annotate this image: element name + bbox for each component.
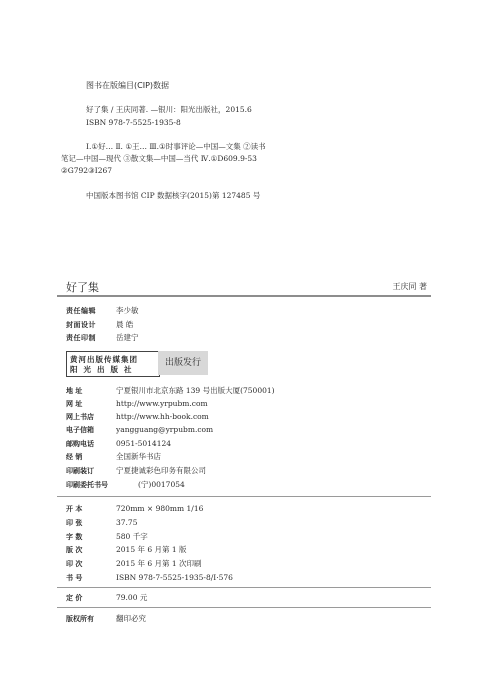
spec-row [66,504,203,514]
contact-value: yangguang@yrpubm.com [116,425,214,434]
spec-row [66,545,187,555]
spec-label: 书 号 [66,574,83,582]
publisher-name: 阳光出版社 [70,365,138,374]
spec-label: 字 数 [66,533,83,541]
section-divider [57,496,431,497]
editor-value: 李少敏 [116,306,139,315]
contact-row [66,439,171,449]
contact-value: http://www.hh-book.com [116,412,209,421]
contact-label: 印刷委托书号 [66,481,108,489]
editor-label: 责任编辑 [66,307,96,315]
contact-value: (宁)0017054 [138,480,185,489]
spec-row [66,518,137,528]
cip-line-classification-2: 笔记—中国—现代 ③散文集—中国—当代 Ⅳ.①D609.9-53 [61,154,257,163]
spec-row [66,532,148,542]
cip-heading: 图书在版编目(CIP)数据 [86,81,170,90]
contact-label: 邮购电话 [66,440,94,448]
cover-design-row [66,320,133,330]
contact-value: 全国新华书店 [116,452,161,461]
contact-row [66,399,208,409]
contact-label: 网 址 [66,400,83,408]
rights-row [66,614,146,624]
spec-value: 37.75 [116,518,138,527]
contact-label: 网上书店 [66,413,94,421]
contact-label: 地 址 [66,387,83,395]
rights-value: 翻印必究 [116,614,146,623]
cip-line-title: 好了集 / 王庆同著. —银川：阳光出版社，2015.6 [86,105,252,114]
publisher-logo [66,351,160,377]
price-value: 79.00 元 [116,593,148,602]
cip-line-classification-3: ②G792③I267 [61,166,113,175]
contact-row [66,480,185,490]
contact-row [66,412,209,422]
spec-value: 720mm × 980mm 1/16 [116,504,204,513]
price-row [66,593,147,603]
book-author: 王庆同 著 [392,282,427,291]
publisher-group: 黄河出版传媒集团 [70,355,138,364]
contact-value: 0951-5014124 [116,439,172,448]
spec-label: 开 本 [66,505,83,513]
contact-label: 印刷装订 [66,467,94,475]
contact-value: 宁夏银川市北京东路 139 号出版大厦(750001) [116,386,275,395]
rights-label: 版权所有 [66,615,94,623]
spec-label: 版 次 [66,546,83,554]
cip-line-record: 中国版本图书馆 CIP 数据核字(2015)第 127485 号 [86,191,261,200]
section-divider [57,587,431,588]
contact-row [66,452,161,462]
editor-row [66,306,139,316]
spec-label: 印 次 [66,560,83,568]
section-divider [57,607,431,608]
cip-line-isbn: ISBN 978-7-5525-1935-8 [86,118,181,127]
contact-row [66,466,206,476]
contact-label: 经 销 [66,453,83,461]
contact-row [66,386,275,396]
print-supervisor-row [66,333,139,343]
print-supervisor-value: 岳建宁 [116,333,139,342]
spec-value: 2015 年 6 月第 1 版 [116,545,187,554]
book-title: 好了集 [66,281,99,294]
contact-value: http://www.yrpubm.com [116,399,208,408]
price-label: 定 价 [66,594,83,602]
contact-value: 宁夏捷诚彩色印务有限公司 [116,466,206,475]
spec-value: 2015 年 6 月第 1 次印刷 [116,559,202,568]
title-divider [57,295,431,297]
cover-design-value: 晨 皓 [116,320,134,329]
cip-line-classification-1: Ⅰ.①好… Ⅱ. ①王… Ⅲ.①时事评论—中国—文集 ②读书 [86,142,266,151]
contact-row [66,425,213,435]
print-supervisor-label: 责任印制 [66,334,96,342]
spec-value: 580 千字 [116,532,148,541]
contact-label: 电子信箱 [66,426,94,434]
publisher-tag: 出版发行 [158,351,208,375]
spec-row [66,573,233,583]
spec-value: ISBN 978-7-5525-1935-8/I·576 [116,573,233,582]
cover-design-label: 封面设计 [66,321,96,329]
spec-label: 印 张 [66,519,83,527]
spec-row [66,559,202,569]
